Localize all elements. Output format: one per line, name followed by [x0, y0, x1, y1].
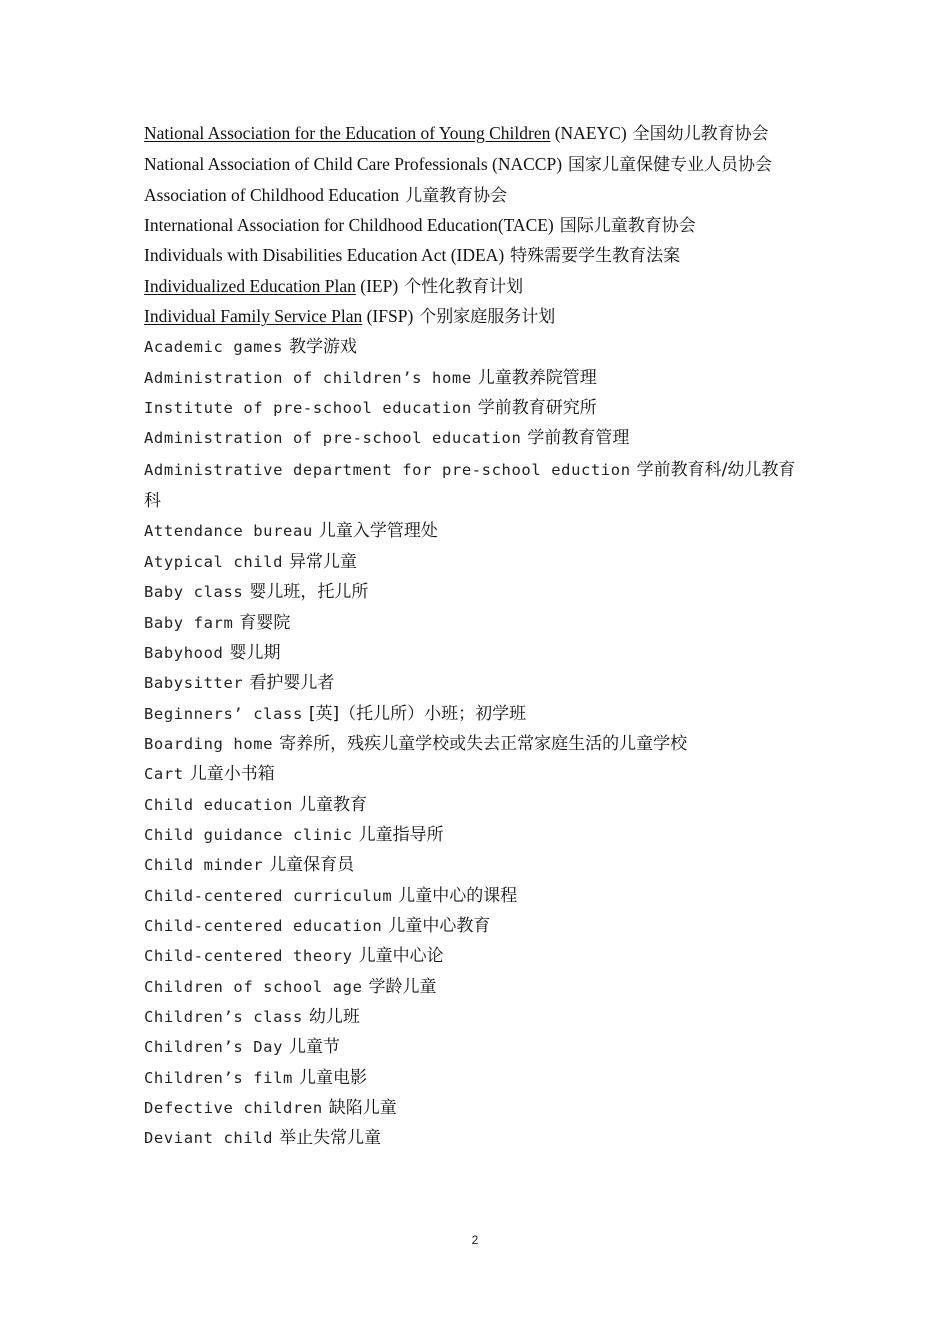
term-chinese: 个别家庭服务计划 [419, 307, 556, 328]
term-english-underlined: Individualized Education Plan [144, 275, 356, 296]
term-english: National Association of Child Care Professionals (NACCP) [144, 154, 563, 175]
list-item [144, 1032, 812, 1062]
term-english: Children’s Day [144, 1038, 284, 1057]
term-chinese: 寄养所，残疾儿童学校或失去正常家庭生活的儿童学校 [279, 733, 688, 754]
term-english: Child-centered theory [144, 947, 353, 966]
term-chinese: 儿童电影 [298, 1067, 367, 1088]
term-english: Child minder [144, 856, 264, 875]
term-english: Children of school age [144, 977, 363, 996]
term-chinese: 国家儿童保健专业人员协会 [568, 155, 773, 176]
term-chinese: 儿童入学管理处 [318, 521, 438, 542]
list-item [144, 668, 812, 698]
list-item [144, 272, 812, 302]
page-number: 2 [471, 1233, 479, 1247]
term-chinese: 看护婴儿者 [249, 673, 335, 694]
list-item [144, 850, 812, 880]
list-item [144, 211, 812, 241]
list-item [144, 547, 812, 577]
list-item [144, 911, 812, 941]
term-chinese: 学前教育研究所 [477, 398, 597, 419]
list-item [144, 577, 812, 607]
term-english: Children’s class [144, 1007, 303, 1026]
list-item [144, 332, 812, 362]
term-chinese: 个性化教育计划 [404, 276, 524, 297]
list-item [144, 790, 812, 820]
term-chinese: 儿童节 [289, 1037, 341, 1058]
list-item [144, 118, 812, 149]
list-item [144, 1093, 812, 1123]
list-item [144, 1123, 812, 1153]
list-item [144, 699, 812, 729]
term-chinese: [英]（托儿所）小班；初学班 [308, 703, 527, 724]
list-item [144, 149, 812, 180]
term-english: Administration of pre-school education [144, 429, 522, 448]
term-english: Child-centered curriculum [144, 886, 393, 905]
term-chinese: 儿童中心教育 [388, 915, 491, 936]
term-chinese: 举止失常儿童 [279, 1128, 382, 1149]
term-chinese: 缺陷儿童 [328, 1098, 397, 1118]
term-english: Boarding home [144, 734, 274, 753]
term-chinese: 异常儿童 [289, 551, 358, 572]
term-chinese: 学前教育管理 [527, 428, 630, 449]
term-english: Defective children [144, 1099, 323, 1117]
term-english: Academic games [144, 338, 284, 357]
term-english: Babysitter [144, 674, 244, 693]
term-english: Baby class [144, 583, 244, 602]
term-chinese: 儿童教养院管理 [477, 367, 597, 388]
term-chinese: 国际儿童教育协会 [559, 216, 696, 237]
term-chinese: 育婴院 [239, 612, 291, 633]
term-chinese: 儿童指导所 [358, 824, 444, 845]
term-chinese: 儿童保育员 [269, 855, 355, 876]
list-item [144, 241, 812, 271]
term-english: (NAEYC) [550, 123, 627, 143]
term-english: Association of Childhood Education [144, 184, 400, 205]
term-chinese: 全国幼儿教育协会 [632, 124, 769, 144]
list-item [144, 972, 812, 1002]
term-english: Atypical child [144, 552, 284, 571]
term-english: Individuals with Disabilities Education Act (IDEA) [144, 245, 505, 266]
term-english: Institute of pre-school education [144, 399, 472, 418]
term-english: Child-centered education [144, 916, 383, 935]
term-english: Administrative department for pre-school eduction [144, 460, 631, 479]
term-chinese: 儿童教育协会 [405, 185, 508, 206]
term-chinese: 婴儿期 [229, 642, 281, 663]
list-item [144, 302, 812, 332]
term-english: Attendance bureau [144, 522, 313, 541]
term-english-underlined: National Association for the Education of Young Children [144, 123, 551, 143]
list-item [144, 363, 812, 393]
term-english: Cart [144, 765, 184, 784]
term-chinese: 教学游戏 [289, 337, 358, 358]
term-english: Baby farm [144, 613, 234, 632]
term-english-underlined: Individual Family Service Plan [144, 306, 363, 327]
list-item [144, 423, 812, 453]
term-english: Babyhood [144, 643, 224, 662]
term-chinese: 特殊需要学生教育法案 [510, 246, 681, 267]
list-item [144, 820, 812, 850]
list-item [144, 941, 812, 971]
term-chinese: 婴儿班，托儿所 [249, 582, 369, 603]
list-item [144, 454, 812, 517]
term-chinese: 儿童中心论 [358, 946, 444, 967]
term-chinese: 儿童小书箱 [189, 764, 275, 785]
list-item [144, 608, 812, 638]
term-chinese: 学前教育科/幼儿教育科 [144, 459, 796, 512]
term-english: Administration of children’s home [144, 368, 472, 387]
list-item [144, 759, 812, 789]
glossary-list [144, 118, 812, 1154]
term-english: Beginners’ class [144, 704, 303, 723]
list-item [144, 729, 812, 759]
term-english: International Association for Childhood Education(TACE) [144, 215, 554, 236]
list-item [144, 393, 812, 423]
term-english: Child guidance clinic [144, 825, 353, 844]
term-chinese: 学龄儿童 [368, 976, 437, 997]
term-english: (IEP) [355, 275, 399, 296]
term-english: (IFSP) [362, 306, 414, 327]
list-item [144, 881, 812, 911]
list-item [144, 1002, 812, 1032]
term-chinese: 儿童教育 [298, 794, 367, 815]
list-item [144, 1063, 812, 1093]
term-english: Child education [144, 795, 293, 814]
term-english: Children’s film [144, 1068, 293, 1087]
list-item [144, 516, 812, 546]
term-chinese: 儿童中心的课程 [398, 885, 518, 906]
list-item [144, 181, 812, 211]
term-english: Deviant child [144, 1129, 274, 1148]
term-chinese: 幼儿班 [308, 1006, 360, 1027]
list-item [144, 638, 812, 668]
